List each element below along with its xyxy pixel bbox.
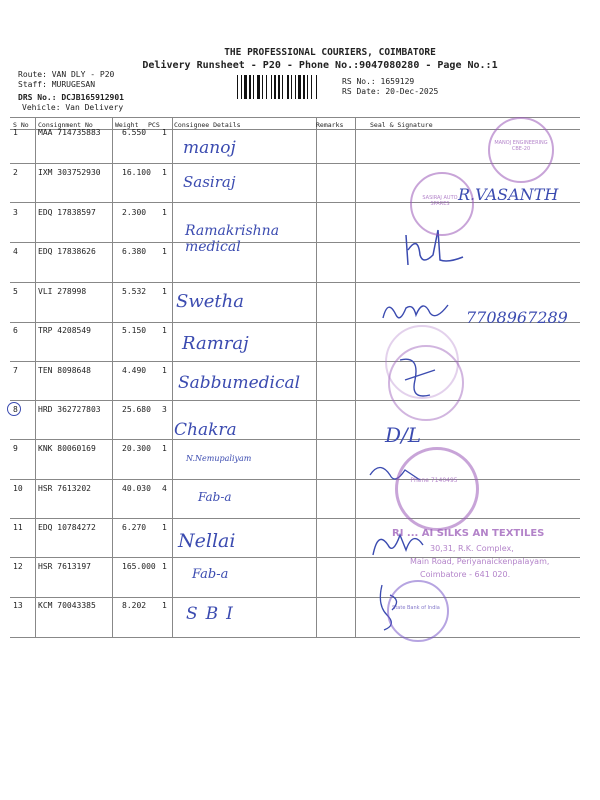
barcode-bar <box>241 75 242 99</box>
row-sno: 13 <box>13 601 23 610</box>
row-pcs: 1 <box>162 168 167 177</box>
stamp-text: SASIRAJ AUTO SPARES <box>422 195 458 207</box>
row-weight: 20.300 <box>122 444 151 453</box>
runsheet-subtitle: Delivery Runsheet - P20 - Phone No.:9047080280 - Page No.:1 <box>142 60 498 71</box>
header-weight: Weight <box>115 121 139 129</box>
row-pcs: 1 <box>162 444 167 453</box>
col-divider <box>35 117 36 637</box>
row-consignment: HSR 7613197 <box>38 562 91 571</box>
row-pcs: 1 <box>162 366 167 375</box>
stamp-text: Main Road, Periyanaickenpalayam, <box>410 557 550 566</box>
row-consignment: EDQ 17838597 <box>38 208 96 217</box>
company-stamp <box>388 345 464 421</box>
barcode-bar <box>249 75 251 99</box>
row-consignment: IXM 303752930 <box>38 168 101 177</box>
barcode-bar <box>271 75 272 99</box>
barcode-bar <box>311 75 312 99</box>
vehicle-label: Vehicle: Van Delivery <box>22 103 124 112</box>
row-rule <box>10 439 580 440</box>
row-consignment: EDQ 17838626 <box>38 247 96 256</box>
row-weight: 16.100 <box>122 168 151 177</box>
route-label: Route: VAN DLY - P20 <box>18 70 115 79</box>
barcode-bar <box>307 75 308 99</box>
handwritten-consignee: Nellai <box>178 530 236 552</box>
row-pcs: 1 <box>162 562 167 571</box>
row-rule <box>10 518 580 519</box>
row-weight: 6.380 <box>122 247 147 256</box>
circled-marker <box>7 402 21 416</box>
stamp-text: State Bank of India <box>392 605 440 611</box>
stamp-text: Phone 7140495 <box>410 477 458 484</box>
row-pcs: 1 <box>162 208 167 217</box>
barcode-bar <box>244 75 247 99</box>
handwritten-phone: 7708967289 <box>466 308 568 327</box>
col-divider <box>316 117 317 637</box>
col-divider <box>112 117 113 637</box>
row-sno: 2 <box>13 168 18 177</box>
row-consignment: MAA 714735883 <box>38 128 101 137</box>
row-pcs: 4 <box>162 484 167 493</box>
header-sno: S No <box>13 121 29 129</box>
row-consignment: TEN 8098648 <box>38 366 91 375</box>
company-title: THE PROFESSIONAL COURIERS, COIMBATORE <box>224 47 436 58</box>
company-stamp <box>395 447 479 531</box>
row-pcs: 1 <box>162 247 167 256</box>
barcode-bar <box>237 75 238 99</box>
row-weight: 165.000 <box>122 562 156 571</box>
row-weight: 6.550 <box>122 128 147 137</box>
barcode-bar <box>287 75 289 99</box>
row-weight: 2.300 <box>122 208 147 217</box>
row-pcs: 1 <box>162 601 167 610</box>
barcode-bar <box>262 75 263 99</box>
stamp-text: MANOJ ENGINEERING CBE-20 <box>494 140 548 152</box>
handwritten-consignee: Swetha <box>176 291 244 312</box>
barcode-bar <box>257 75 260 99</box>
row-sno: 11 <box>13 523 23 532</box>
row-consignment: HSR 7613202 <box>38 484 91 493</box>
row-pcs: 1 <box>162 326 167 335</box>
row-sno: 9 <box>13 444 18 453</box>
row-pcs: 1 <box>162 287 167 296</box>
row-consignment: KNK 80060169 <box>38 444 96 453</box>
barcode <box>237 75 337 99</box>
row-sno: 7 <box>13 366 18 375</box>
row-sno: 10 <box>13 484 23 493</box>
drs-number: DRS No.: DCJB165912901 <box>18 93 124 102</box>
row-rule <box>10 637 580 638</box>
handwritten-consignee: Chakra <box>174 420 237 440</box>
staff-label: Staff: MURUGESAN <box>18 80 96 89</box>
col-divider <box>355 117 356 637</box>
barcode-bar <box>298 75 301 99</box>
barcode-bar <box>295 75 296 99</box>
row-weight: 6.270 <box>122 523 147 532</box>
barcode-bar <box>253 75 254 99</box>
row-consignment: TRP 4208549 <box>38 326 91 335</box>
barcode-bar <box>278 75 280 99</box>
row-consignment: VLI 278998 <box>38 287 87 296</box>
row-rule <box>10 400 580 401</box>
header-consignment: Consignment No <box>38 121 93 129</box>
col-divider <box>172 117 173 637</box>
barcode-bar <box>303 75 305 99</box>
row-rule <box>10 361 580 362</box>
barcode-bar <box>291 75 292 99</box>
stamp-text: Coimbatore - 641 020. <box>420 570 511 579</box>
row-sno: 4 <box>13 247 18 256</box>
header-seal: Seal & Signature <box>370 121 433 129</box>
row-weight: 5.532 <box>122 287 147 296</box>
handwritten-consignee: Ramraj <box>182 333 249 354</box>
barcode-bar <box>282 75 283 99</box>
row-sno: 12 <box>13 562 23 571</box>
row-pcs: 1 <box>162 128 167 137</box>
row-weight: 25.680 <box>122 405 151 414</box>
handwritten-consignee: manoj <box>183 138 236 158</box>
row-sno: 6 <box>13 326 18 335</box>
handwritten-consignee: N.Nemupaliyam <box>186 454 252 463</box>
row-rule <box>10 282 580 283</box>
handwritten-consignee: Fab-a <box>192 567 229 582</box>
row-sno: 8 <box>13 405 18 414</box>
header-consignee: Consignee Details <box>174 121 241 129</box>
stamp-text: 30,31, R.K. Complex, <box>430 544 514 553</box>
row-consignment: EDQ 10784272 <box>38 523 96 532</box>
row-weight: 5.150 <box>122 326 147 335</box>
stamp-text: RI ... AI SILKS AN TEXTILES <box>392 528 545 539</box>
row-rule <box>10 597 580 598</box>
row-pcs: 3 <box>162 405 167 414</box>
barcode-bar <box>274 75 276 99</box>
row-rule <box>10 479 580 480</box>
bank-stamp <box>387 580 449 642</box>
rs-date: RS Date: 20-Dec-2025 <box>342 87 439 96</box>
handwritten-signature: D/L <box>385 423 422 447</box>
row-sno: 3 <box>13 208 18 217</box>
barcode-bar <box>266 75 267 99</box>
handwritten-consignee: Ramakrishna medical <box>185 223 280 255</box>
row-sno: 1 <box>13 128 18 137</box>
row-consignment: KCM 70043385 <box>38 601 96 610</box>
handwritten-signature: R.VASANTH <box>458 185 559 204</box>
table-top-rule <box>10 117 580 118</box>
barcode-bar <box>316 75 317 99</box>
row-weight: 8.202 <box>122 601 147 610</box>
handwritten-consignee: Sasiraj <box>183 173 236 191</box>
handwritten-consignee: SBI <box>186 604 241 624</box>
rs-number: RS No.: 1659129 <box>342 77 415 86</box>
row-sno: 5 <box>13 287 18 296</box>
row-weight: 40.030 <box>122 484 151 493</box>
header-pcs: PCS <box>148 121 160 129</box>
handwritten-consignee: Sabbumedical <box>178 373 301 393</box>
handwritten-consignee: Fab-a <box>198 490 232 504</box>
header-remarks: Remarks <box>316 121 344 129</box>
row-weight: 4.490 <box>122 366 147 375</box>
row-pcs: 1 <box>162 523 167 532</box>
row-consignment: HRD 362727803 <box>38 405 101 414</box>
